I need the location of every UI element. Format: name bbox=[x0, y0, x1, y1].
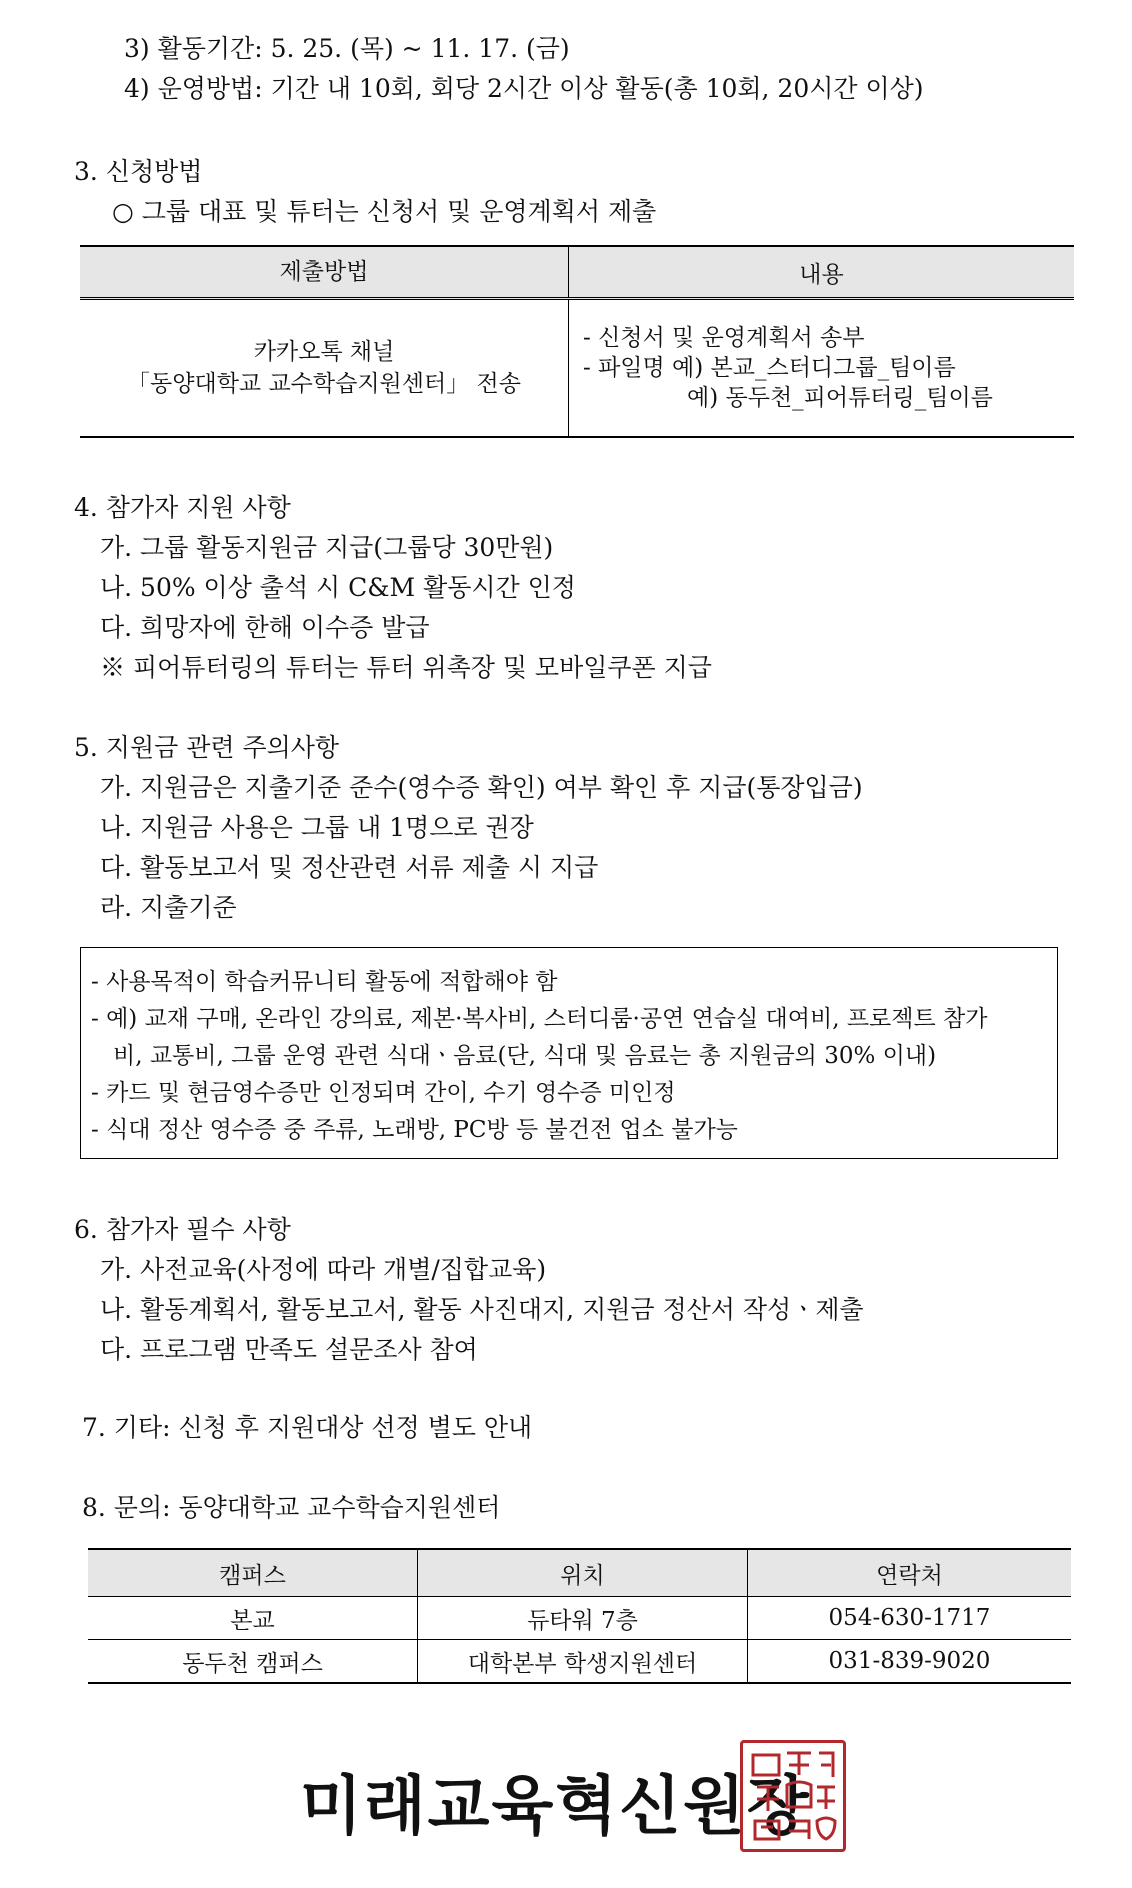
table-row bbox=[88, 1640, 1071, 1684]
table-header: 내용 bbox=[569, 246, 1075, 299]
period-item: 3) 활동기간: 5. 25. (목) ~ 11. 17. (금) bbox=[124, 34, 570, 63]
list-item: 나. 50% 이상 출석 시 C&M 활동시간 인정 bbox=[100, 573, 576, 602]
table-header: 위치 bbox=[418, 1549, 748, 1597]
table-cell: 대학본부 학생지원센터 bbox=[418, 1640, 748, 1684]
table-cell: 동두천 캠퍼스 bbox=[88, 1640, 418, 1684]
list-item: 나. 지원금 사용은 그룹 내 1명으로 권장 bbox=[100, 813, 534, 842]
content-cell bbox=[569, 299, 1075, 438]
list-item: 가. 지원금은 지출기준 준수(영수증 확인) 여부 확인 후 지급(통장입금) bbox=[100, 773, 863, 802]
list-item: ※ 피어튜터링의 튜터는 튜터 위촉장 및 모바일쿠폰 지급 bbox=[100, 653, 712, 682]
section6-heading: 6. 참가자 필수 사항 bbox=[74, 1215, 291, 1244]
operation-item: 4) 운영방법: 기간 내 10회, 회당 2시간 이상 활동(총 10회, 20시간 이상) bbox=[124, 74, 924, 103]
table-header: 연락처 bbox=[748, 1549, 1072, 1597]
table-cell: 054-630-1717 bbox=[748, 1597, 1072, 1640]
section3-note: ○ 그룹 대표 및 튜터는 신청서 및 운영계획서 제출 bbox=[112, 197, 657, 226]
table-cell: 본교 bbox=[230, 1607, 275, 1634]
table-cell: 031-839-9020 bbox=[748, 1640, 1072, 1684]
list-item: 다. 희망자에 한해 이수증 발급 bbox=[100, 613, 430, 642]
list-item: 가. 사전교육(사정에 따라 개별/집합교육) bbox=[100, 1255, 547, 1284]
method-line: 「동양대학교 교수학습지원센터」 전송 bbox=[127, 371, 521, 397]
method-line: 카카오톡 채널 bbox=[253, 339, 395, 365]
list-item: 가. 그룹 활동지원금 지급(그룹당 30만원) bbox=[100, 533, 554, 562]
criteria-line: - 카드 및 현금영수증만 인정되며 간이, 수기 영수증 미인정 bbox=[91, 1080, 676, 1106]
list-item: 다. 프로그램 만족도 설문조사 참여 bbox=[100, 1335, 478, 1364]
criteria-line: - 사용목적이 학습커뮤니티 활동에 적합해야 함 bbox=[91, 969, 558, 995]
table-cell: 듀타워 7층 bbox=[418, 1597, 748, 1640]
criteria-line: - 예) 교재 구매, 온라인 강의료, 제본·복사비, 스터디룸·공연 연습실 대여비, 프로젝트 참가 bbox=[91, 1006, 988, 1032]
application-method-table bbox=[80, 245, 1074, 438]
expense-criteria-box bbox=[80, 947, 1058, 1159]
content-line: 예) 동두천_피어튜터링_팀이름 bbox=[687, 385, 993, 411]
criteria-line: 비, 교통비, 그룹 운영 관련 식대ㆍ음료(단, 식대 및 음료는 총 지원금의 30% 이내) bbox=[113, 1043, 937, 1069]
section5-heading: 5. 지원금 관련 주의사항 bbox=[74, 733, 340, 762]
list-item: 다. 활동보고서 및 정산관련 서류 제출 시 지급 bbox=[100, 853, 599, 882]
seal-graphic bbox=[743, 1743, 843, 1849]
section8-heading: 8. 문의: 동양대학교 교수학습지원센터 bbox=[82, 1493, 501, 1522]
section7-text: 7. 기타: 신청 후 지원대상 선정 별도 안내 bbox=[82, 1413, 533, 1442]
contact-table bbox=[88, 1548, 1071, 1684]
section4-heading: 4. 참가자 지원 사항 bbox=[74, 493, 291, 522]
criteria-line: - 식대 정산 영수증 중 주류, 노래방, PC방 등 불건전 업소 불가능 bbox=[91, 1117, 738, 1143]
table-header: 캠퍼스 bbox=[88, 1549, 418, 1597]
table-row bbox=[88, 1597, 1071, 1640]
table-header: 제출방법 bbox=[80, 246, 569, 299]
signature-title: 미래교육혁신원장 bbox=[300, 1770, 811, 1844]
method-cell bbox=[80, 299, 569, 438]
official-seal-icon bbox=[740, 1740, 846, 1852]
content-line: - 신청서 및 운영계획서 송부 bbox=[583, 325, 865, 351]
section3-heading: 3. 신청방법 bbox=[74, 157, 203, 186]
list-item: 나. 활동계획서, 활동보고서, 활동 사진대지, 지원금 정산서 작성ㆍ제출 bbox=[100, 1295, 864, 1324]
list-item: 라. 지출기준 bbox=[100, 893, 237, 922]
content-line: - 파일명 예) 본교_스터디그룹_팀이름 bbox=[583, 355, 956, 381]
